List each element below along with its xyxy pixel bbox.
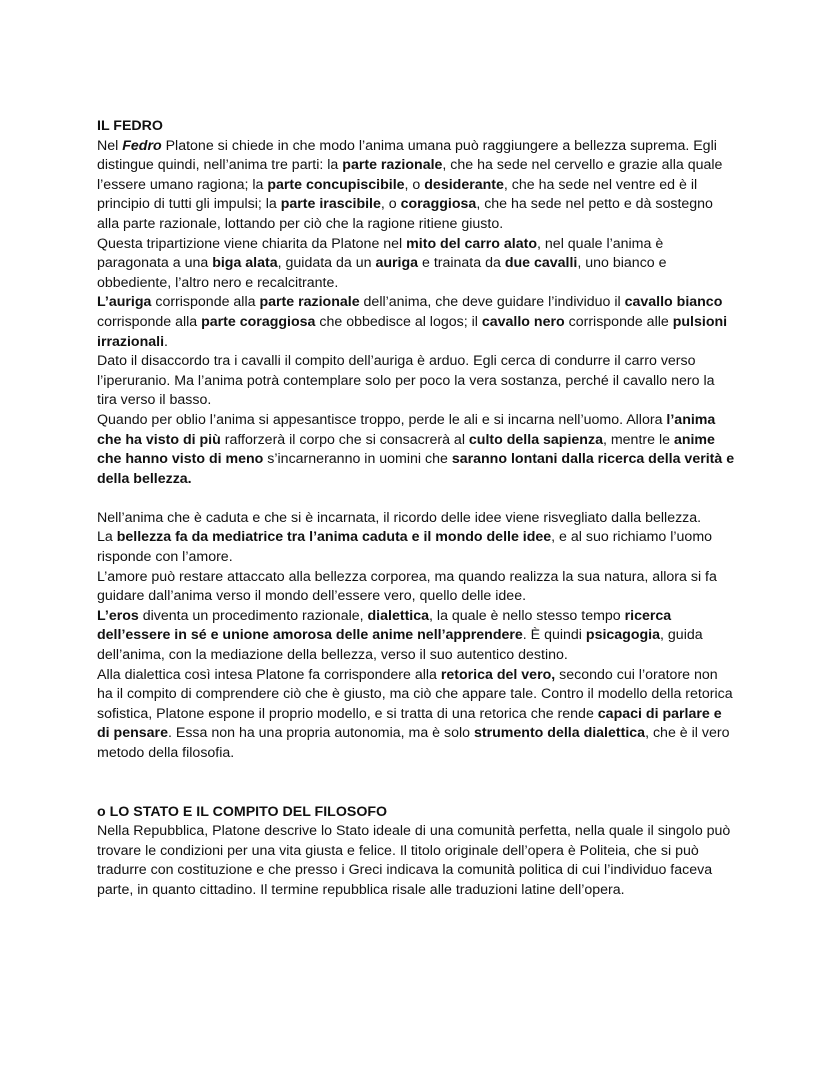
bold-text: capaci di parlare e di pensare: [97, 705, 722, 742]
bold-text: saranno lontani dalla ricerca della verità e della bellezza.: [97, 451, 735, 487]
bold-text: cavallo nero: [481, 313, 565, 330]
paragraph: Nel Fedro Platone si chiede in che modo l’anima umana può raggiungere a bellezza suprema. Egli distingue quindi, nell’anima tre parti: la parte razionale, che ha sede nel cervello e grazie alla quale l’essere umano ragiona; la parte concupiscibile, o desiderante, che ha sede nel ventre ed è il principio di tutti gli impulsi; la parte irascibile, o coraggiosa, che ha sede nel petto e dà sostegno alla parte razionale, lottando per ciò che la ragione ritiene giusto.: [97, 137, 723, 232]
bold-text: parte razionale: [259, 294, 360, 311]
bold-text: L’eros: [97, 607, 139, 624]
bold-text: psicagogia: [585, 627, 661, 644]
bold-text: anime che hanno visto di meno: [97, 431, 715, 468]
bold-text: biga alata: [212, 255, 278, 272]
bold-text: cavallo bianco: [624, 294, 723, 311]
text-block: [97, 822, 737, 900]
paragraph: La bellezza fa da mediatrice tra l’anima caduta e il mondo delle idee, e al suo richiamo l’uomo risponde con l’amore.: [97, 529, 713, 566]
bold-text: pulsioni irrazionali: [97, 313, 728, 350]
bold-text: bellezza fa da mediatrice tra l’anima caduta e il mondo delle idee: [116, 529, 552, 546]
paragraph: Quando per oblio l’anima si appesantisce troppo, perde le ali e si incarna nell’uomo. Allora l’anima che ha visto di più rafforzerà il corpo che si consacrerà al culto della sapienza, mentre le anime che hanno visto di meno s’incarneranno in uomini che saranno lontani dalla ricerca della verità e della bellezza.: [97, 411, 735, 487]
section-fedro: [97, 117, 737, 764]
bold-text: parte irascibile: [280, 196, 381, 213]
paragraph: Nella Repubblica, Platone descrive lo Stato ideale di una comunità perfetta, nella quale il singolo può trovare le condizioni per una vita giusta e felice. Il titolo originale dell’opera è Politeia, che si può tradurre con costituzione e che presso i Greci indicava la comunità politica di cui l’individuo faceva parte, in quanto cittadino. Il termine repubblica risale alle traduzioni latine dell’opera.: [97, 823, 731, 898]
bold-text: L’auriga: [97, 294, 152, 311]
bold-text: ricerca dell’essere in sé e unione amorosa delle anime nell’apprendere: [97, 607, 672, 644]
bold-text: due cavalli: [504, 255, 578, 272]
spacer: [97, 489, 737, 509]
bold-text: l’anima che ha visto di più: [97, 411, 716, 448]
bold-text: mito del carro alato: [406, 235, 538, 252]
paragraph: Nell’anima che è caduta e che si è incarnata, il ricordo delle idee viene risvegliato dalla bellezza.: [97, 509, 702, 526]
section-title: IL FEDRO: [97, 118, 163, 134]
bold-text: coraggiosa: [400, 196, 477, 213]
section-title: o LO STATO E IL COMPITO DEL FILOSOFO: [97, 803, 388, 820]
paragraph: L’amore può restare attaccato alla bellezza corporea, ma quando realizza la sua natura, allora si fa guidare dall’anima verso il mondo dell’essere vero, quello delle idee.: [97, 568, 717, 605]
paragraph: Alla dialettica così intesa Platone fa corrispondere alla retorica del vero, secondo cui l’oratore non ha il compito di comprendere ciò che è giusto, ma ciò che appare tale. Contro il modello della retorica sofistica, Platone espone il proprio modello, e si tratta di una retorica che rende capaci di parlare e di pensare. Essa non ha una propria autonomia, ma è solo strumento della dialettica, che è il vero metodo della filosofia.: [97, 666, 733, 761]
bold-text: desiderante: [424, 176, 504, 193]
paragraph: L’auriga corrisponde alla parte razionale dell’anima, che deve guidare l’individuo il cavallo bianco corrisponde alla parte coraggiosa che obbedisce al logos; il cavallo nero corrisponde alle pulsioni irrazionali.: [97, 294, 728, 350]
paragraph: L’eros diventa un procedimento razionale, dialettica, la quale è nello stesso tempo ricerca dell’essere in sé e unione amorosa delle anime nell’apprendere. È quindi psicagogia, guida dell’anima, con la mediazione della bellezza, verso il suo autentico destino.: [97, 607, 703, 664]
bold-text: retorica del vero,: [440, 666, 556, 683]
document-page: [97, 117, 737, 901]
spacer: [97, 764, 737, 803]
bold-italic-text: Fedro: [122, 137, 162, 154]
bold-text: auriga: [375, 255, 419, 272]
paragraph: Dato il disaccordo tra i cavalli il compito dell’auriga è arduo. Egli cerca di condurre il carro verso l’iperuranio. Ma l’anima potrà contemplare solo per poco la vera sostanza, perché il cavallo nero la tira verso il basso.: [97, 353, 715, 409]
bold-text: parte concupiscibile: [267, 176, 405, 193]
section-stato: [97, 803, 737, 901]
bold-text: strumento della dialettica: [473, 725, 646, 742]
text-block: [97, 137, 737, 490]
bold-text: culto della sapienza: [468, 431, 603, 448]
bold-text: dialettica: [367, 607, 430, 624]
bold-text: parte razionale: [342, 157, 443, 174]
bold-text: parte coraggiosa: [201, 313, 316, 330]
text-block: [97, 509, 737, 764]
paragraph: Questa tripartizione viene chiarita da Platone nel mito del carro alato, nel quale l’anima è paragonata a una biga alata, guidata da un auriga e trainata da due cavalli, uno bianco e obbediente, l’altro nero e recalcitrante.: [97, 235, 667, 291]
